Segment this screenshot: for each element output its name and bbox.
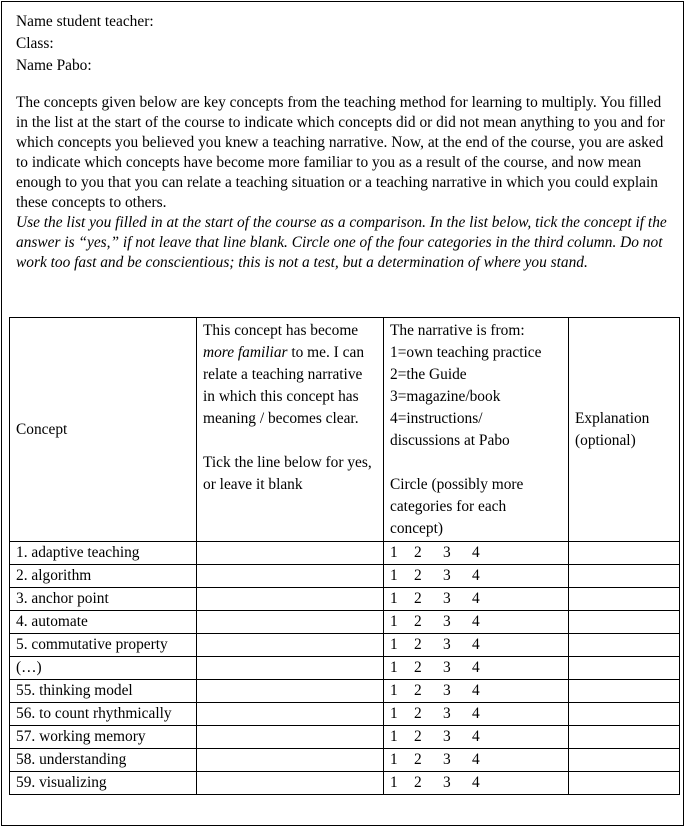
explanation-cell[interactable] bbox=[569, 588, 680, 611]
category-option[interactable]: 4 bbox=[472, 705, 480, 722]
narrative-header-line: The narrative is from: bbox=[390, 322, 525, 339]
instructions bbox=[16, 93, 676, 273]
category-option[interactable]: 4 bbox=[472, 659, 480, 676]
form-page bbox=[1, 1, 684, 826]
tick-cell[interactable] bbox=[197, 565, 384, 588]
category-cell bbox=[384, 749, 569, 772]
category-option[interactable]: 1 bbox=[390, 544, 398, 561]
table-row bbox=[10, 657, 680, 680]
category-option[interactable]: 2 bbox=[414, 636, 422, 653]
concept-cell: (…) bbox=[10, 657, 197, 680]
table-header-row bbox=[10, 318, 680, 542]
category-option[interactable]: 2 bbox=[414, 659, 422, 676]
category-option[interactable]: 1 bbox=[390, 751, 398, 768]
category-option[interactable]: 3 bbox=[443, 544, 451, 561]
category-option[interactable]: 3 bbox=[443, 636, 451, 653]
category-option[interactable]: 3 bbox=[443, 774, 451, 791]
familiar-column-header bbox=[197, 318, 384, 542]
explanation-column-header: Explanation (optional) bbox=[569, 318, 680, 542]
concept-cell: 2. algorithm bbox=[10, 565, 197, 588]
category-option[interactable]: 3 bbox=[443, 659, 451, 676]
narrative-header-line: 1=own teaching practice bbox=[390, 344, 542, 361]
tick-cell[interactable] bbox=[197, 726, 384, 749]
narrative-header-line: 3=magazine/book bbox=[390, 388, 501, 405]
category-option[interactable]: 2 bbox=[414, 774, 422, 791]
category-option[interactable]: 2 bbox=[414, 682, 422, 699]
explanation-cell[interactable] bbox=[569, 634, 680, 657]
familiar-header-emphasis: more familiar bbox=[203, 344, 288, 361]
category-option[interactable]: 2 bbox=[414, 613, 422, 630]
category-cell bbox=[384, 703, 569, 726]
category-cell bbox=[384, 542, 569, 565]
concept-cell: 4. automate bbox=[10, 611, 197, 634]
tick-instruction: Tick the line below for yes, or leave it blank bbox=[203, 454, 372, 493]
form-header bbox=[16, 11, 154, 77]
table-row bbox=[10, 634, 680, 657]
narrative-header-line: discussions at Pabo bbox=[390, 432, 510, 449]
category-option[interactable]: 1 bbox=[390, 567, 398, 584]
tick-cell[interactable] bbox=[197, 772, 384, 795]
category-cell bbox=[384, 726, 569, 749]
explanation-cell[interactable] bbox=[569, 772, 680, 795]
tick-cell[interactable] bbox=[197, 611, 384, 634]
category-option[interactable]: 2 bbox=[414, 705, 422, 722]
category-option[interactable]: 3 bbox=[443, 590, 451, 607]
category-cell bbox=[384, 634, 569, 657]
category-option[interactable]: 2 bbox=[414, 544, 422, 561]
category-option[interactable]: 1 bbox=[390, 682, 398, 699]
tick-cell[interactable] bbox=[197, 680, 384, 703]
explanation-cell[interactable] bbox=[569, 657, 680, 680]
tick-cell[interactable] bbox=[197, 542, 384, 565]
table-row bbox=[10, 772, 680, 795]
explanation-cell[interactable] bbox=[569, 542, 680, 565]
category-option[interactable]: 3 bbox=[443, 567, 451, 584]
familiar-header-text-2: to me. I can relate a teaching narrative in which this concept has meaning / becomes clear. bbox=[203, 344, 365, 427]
category-option[interactable]: 4 bbox=[472, 613, 480, 630]
concept-cell: 56. to count rhythmically bbox=[10, 703, 197, 726]
category-option[interactable]: 3 bbox=[443, 728, 451, 745]
tick-cell[interactable] bbox=[197, 657, 384, 680]
category-option[interactable]: 4 bbox=[472, 590, 480, 607]
category-option[interactable]: 2 bbox=[414, 567, 422, 584]
concept-cell: 5. commutative property bbox=[10, 634, 197, 657]
category-option[interactable]: 4 bbox=[472, 728, 480, 745]
category-option[interactable]: 4 bbox=[472, 774, 480, 791]
category-option[interactable]: 2 bbox=[414, 590, 422, 607]
circle-instruction: Circle (possibly more categories for each concept) bbox=[390, 476, 524, 537]
narrative-column-header bbox=[384, 318, 569, 542]
category-cell bbox=[384, 772, 569, 795]
narrative-header-line: 4=instructions/ bbox=[390, 410, 483, 427]
category-option[interactable]: 1 bbox=[390, 636, 398, 653]
pabo-name-field[interactable]: Name Pabo: bbox=[16, 57, 92, 74]
category-option[interactable]: 3 bbox=[443, 613, 451, 630]
explanation-cell[interactable] bbox=[569, 680, 680, 703]
class-field[interactable]: Class: bbox=[16, 35, 54, 52]
concept-cell: 3. anchor point bbox=[10, 588, 197, 611]
narrative-header-line: 2=the Guide bbox=[390, 366, 467, 383]
tick-cell[interactable] bbox=[197, 634, 384, 657]
category-cell bbox=[384, 611, 569, 634]
explanation-cell[interactable] bbox=[569, 726, 680, 749]
table-row bbox=[10, 726, 680, 749]
category-option[interactable]: 2 bbox=[414, 751, 422, 768]
category-option[interactable]: 1 bbox=[390, 659, 398, 676]
concept-cell: 58. understanding bbox=[10, 749, 197, 772]
table-row bbox=[10, 611, 680, 634]
category-cell bbox=[384, 565, 569, 588]
table-row bbox=[10, 680, 680, 703]
familiar-header-text-1: This concept has become bbox=[203, 322, 359, 339]
table-row bbox=[10, 588, 680, 611]
explanation-cell[interactable] bbox=[569, 565, 680, 588]
category-cell bbox=[384, 657, 569, 680]
table-row bbox=[10, 703, 680, 726]
tick-cell[interactable] bbox=[197, 703, 384, 726]
concept-cell: 59. visualizing bbox=[10, 772, 197, 795]
intro-paragraph: The concepts given below are key concepts from the teaching method for learning to multiply. You filled in the list at the start of the course to indicate which concepts did or did not mean anything to you and for which concepts you believed you knew a teaching narrative. Now, at the end of the course, you are asked to indicate which concepts have become more familiar to you as a result of the course, and now mean enough to you that you can relate a teaching situation or a teaching narrative in which you could explain these concepts to others. bbox=[16, 94, 665, 211]
table-row bbox=[10, 565, 680, 588]
category-option[interactable]: 4 bbox=[472, 751, 480, 768]
category-option[interactable]: 1 bbox=[390, 728, 398, 745]
concept-cell: 57. working memory bbox=[10, 726, 197, 749]
category-option[interactable]: 1 bbox=[390, 705, 398, 722]
concept-cell: 55. thinking model bbox=[10, 680, 197, 703]
category-cell bbox=[384, 588, 569, 611]
explanation-cell[interactable] bbox=[569, 703, 680, 726]
concept-cell: 1. adaptive teaching bbox=[10, 542, 197, 565]
student-teacher-name-field[interactable]: Name student teacher: bbox=[16, 13, 154, 30]
table-row bbox=[10, 749, 680, 772]
concept-column-header: Concept bbox=[10, 318, 197, 542]
category-option[interactable]: 3 bbox=[443, 705, 451, 722]
category-option[interactable]: 4 bbox=[472, 636, 480, 653]
category-option[interactable]: 2 bbox=[414, 728, 422, 745]
explanation-cell[interactable] bbox=[569, 611, 680, 634]
concept-table bbox=[9, 317, 680, 795]
explanation-cell[interactable] bbox=[569, 749, 680, 772]
category-option[interactable]: 4 bbox=[472, 567, 480, 584]
category-option[interactable]: 3 bbox=[443, 751, 451, 768]
category-option[interactable]: 3 bbox=[443, 682, 451, 699]
table-row bbox=[10, 542, 680, 565]
tick-cell[interactable] bbox=[197, 588, 384, 611]
category-option[interactable]: 4 bbox=[472, 544, 480, 561]
category-option[interactable]: 1 bbox=[390, 613, 398, 630]
category-cell bbox=[384, 680, 569, 703]
tick-cell[interactable] bbox=[197, 749, 384, 772]
instruction-paragraph: Use the list you filled in at the start of the course as a comparison. In the list below, tick the concept if the answer is “yes,” if not leave that line blank. Circle one of the four categories in the third column. Do not work too fast and be conscientious; this is not a test, but a determination of where you stand. bbox=[16, 214, 667, 271]
category-option[interactable]: 4 bbox=[472, 682, 480, 699]
category-option[interactable]: 1 bbox=[390, 590, 398, 607]
category-option[interactable]: 1 bbox=[390, 774, 398, 791]
